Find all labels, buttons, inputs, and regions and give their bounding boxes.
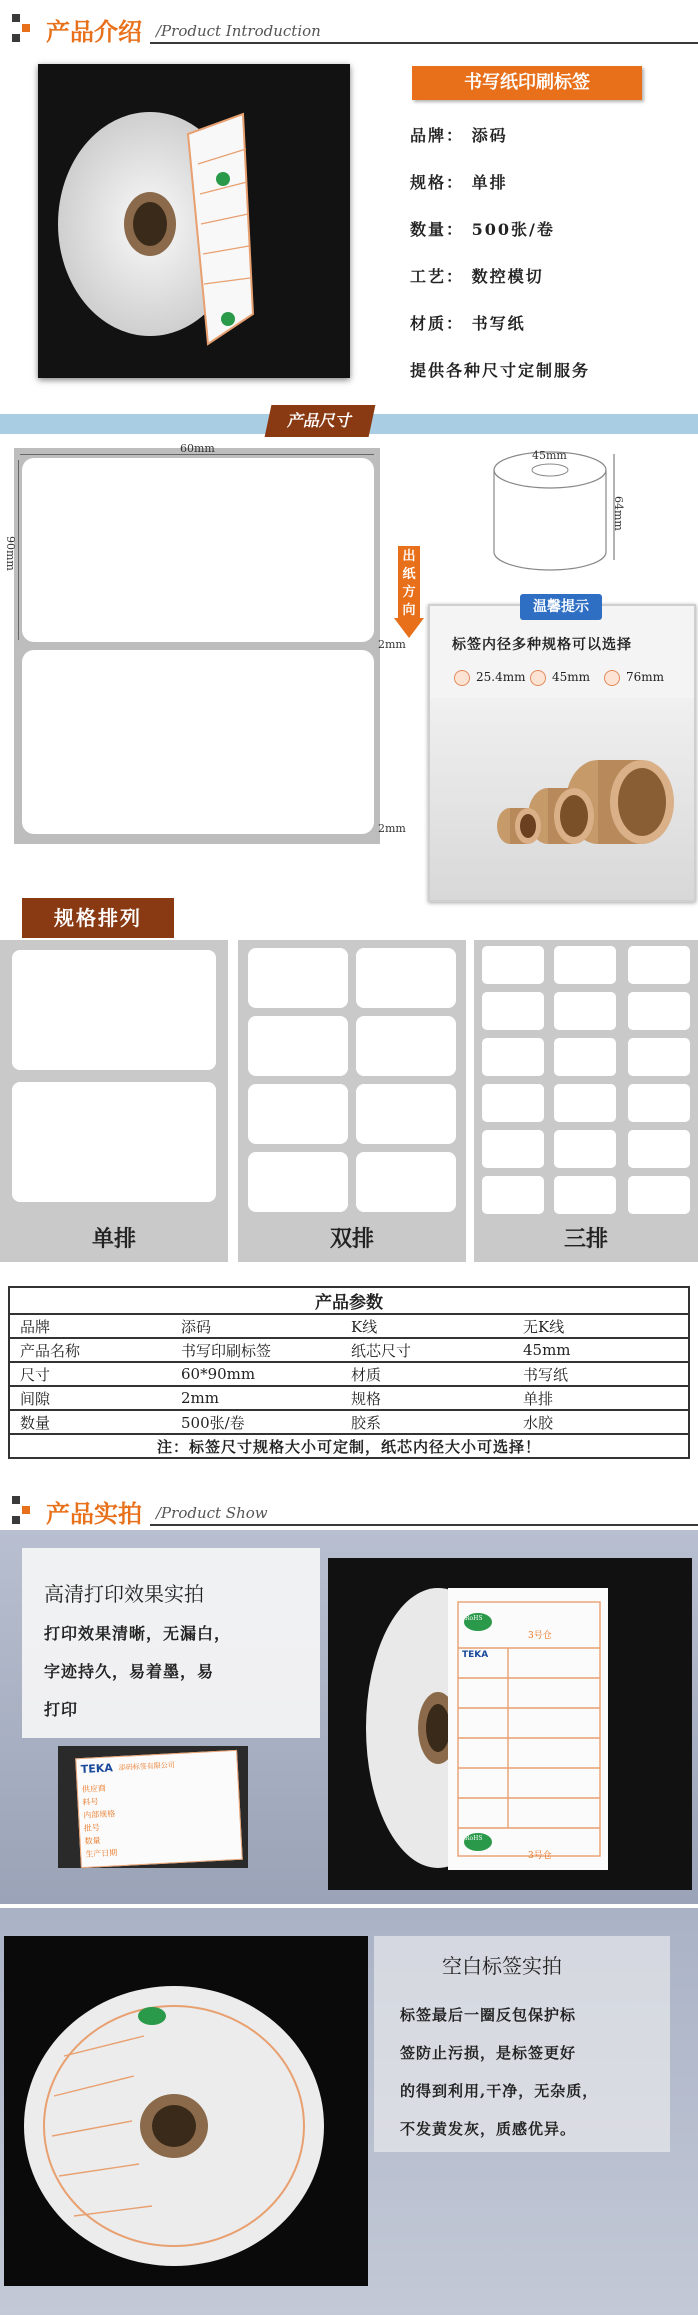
table-cell: 2mm: [171, 1386, 341, 1410]
header-square-icon: [12, 34, 20, 42]
blank-label-text: [400, 1996, 598, 2148]
core-option-icon: [454, 670, 470, 686]
intro-header: [0, 8, 698, 48]
product-name-badge: 书写纸印刷标签: [412, 66, 642, 100]
single-cell: [12, 1082, 216, 1202]
roll-grade: 3号仓: [528, 1631, 552, 1641]
brand-logo: TEKA: [80, 1761, 114, 1777]
label-closeup-photo: [58, 1746, 248, 1868]
roll-cylinder-diagram: [486, 448, 622, 578]
table-cell: 尺寸: [9, 1362, 171, 1386]
table-cell: 添码: [171, 1314, 341, 1338]
triple-cell: [628, 1038, 690, 1076]
params-title: 产品参数: [9, 1287, 689, 1314]
arrow-down-icon: [394, 618, 424, 640]
table-cell: 材质: [341, 1362, 513, 1386]
printed-roll-photo: [328, 1558, 692, 1890]
single-row-panel: [0, 940, 228, 1262]
table-cell: 纸芯尺寸: [341, 1338, 513, 1362]
triple-cell: [554, 1130, 616, 1168]
rohs-icon: RoHS: [465, 1835, 483, 1842]
double-row-label: 双排: [329, 1227, 374, 1252]
print-effect-line: 打印效果清晰，无漏白，: [44, 1624, 232, 1643]
table-row: [9, 1410, 689, 1434]
double-cell: [356, 1016, 456, 1076]
header-square-icon: [12, 1496, 20, 1504]
height-dimension-line: [18, 460, 19, 640]
header-divider: [150, 1524, 698, 1526]
blank-label-line: 的得到利用,干净，无杂质，: [400, 2082, 599, 2100]
triple-cell: [482, 946, 544, 984]
table-cell: 45mm: [513, 1338, 689, 1362]
height-label: 90mm: [4, 536, 17, 571]
core-option-3: 76mm: [626, 670, 665, 684]
blank-label-line: 标签最后一圈反包保护标: [400, 2006, 577, 2024]
roll-brand-logo: TEKA: [462, 1650, 489, 1660]
core-option-1: 25.4mm: [476, 670, 526, 684]
spec-quantity: 数量： 500张/卷: [410, 220, 555, 239]
table-cell: 规格: [341, 1386, 513, 1410]
triple-cell: [554, 946, 616, 984]
triple-row-panel: [474, 940, 698, 1262]
label-field: 供应商: [81, 1783, 107, 1795]
diagram-label-top: [22, 458, 374, 642]
triple-cell: [554, 1038, 616, 1076]
triple-cell: [628, 992, 690, 1030]
triple-cell: [628, 1130, 690, 1168]
print-effect-text: [44, 1615, 231, 1729]
roll-grade: 3号仓: [528, 1851, 552, 1861]
blank-label-line: 签防止污损，是标签更好: [400, 2044, 577, 2062]
show-subtitle: /Product Show: [156, 1504, 268, 1522]
double-cell: [356, 948, 456, 1008]
double-cell: [248, 1152, 348, 1212]
triple-cell: [628, 1084, 690, 1122]
label-closeup-sheet: [75, 1750, 243, 1868]
table-row: [9, 1362, 689, 1386]
triple-cell: [482, 1038, 544, 1076]
label-field: 内部规格: [82, 1809, 116, 1820]
spec-format: 规格： 单排: [410, 173, 508, 192]
triple-cell: [482, 992, 544, 1030]
table-cell: 单排: [513, 1386, 689, 1410]
table-cell: 水胶: [513, 1410, 689, 1434]
table-cell: 胶系: [341, 1410, 513, 1434]
triple-cell: [482, 1084, 544, 1122]
blank-label-title: 空白标签实拍: [442, 1954, 562, 1978]
triple-cell: [628, 1176, 690, 1214]
double-cell: [248, 948, 348, 1008]
show-header: [0, 1490, 698, 1530]
table-cell: 数量: [9, 1410, 171, 1434]
print-effect-line: 字迹持久，易着墨，易: [44, 1662, 215, 1681]
layouts-tag: 规格排列: [22, 898, 174, 938]
header-divider: [150, 42, 698, 44]
params-table: [8, 1286, 690, 1459]
company-name: 添码标签有限公司: [118, 1761, 175, 1773]
table-cell: 60*90mm: [171, 1362, 341, 1386]
double-cell: [248, 1016, 348, 1076]
table-cell: 书写印刷标签: [171, 1338, 341, 1362]
intro-subtitle: /Product Introduction: [156, 22, 321, 40]
printed-roll-image: [328, 1558, 692, 1890]
table-row: [9, 1386, 689, 1410]
width-label: 60mm: [180, 442, 215, 455]
double-row-panel: [238, 940, 466, 1262]
double-cell: [248, 1084, 348, 1144]
gap-label: 2mm: [378, 638, 406, 651]
tip-badge: 温馨提示: [520, 594, 602, 620]
table-cell: 间隙: [9, 1386, 171, 1410]
core-option-icon: [604, 670, 620, 686]
print-effect-title: 高清打印效果实拍: [44, 1582, 204, 1606]
core-option-icon: [530, 670, 546, 686]
blank-roll-photo: [4, 1936, 368, 2286]
table-cell: 产品名称: [9, 1338, 171, 1362]
triple-cell: [482, 1176, 544, 1214]
paper-cores-image: [430, 698, 694, 900]
label-field: 数量: [84, 1836, 101, 1846]
triple-row-label: 三排: [563, 1227, 608, 1252]
roll-height-label: 64mm: [612, 496, 625, 531]
header-square-icon: [22, 24, 30, 32]
table-row: [9, 1338, 689, 1362]
table-cell: 500张/卷: [171, 1410, 341, 1434]
table-cell: 书写纸: [513, 1362, 689, 1386]
spec-brand: 品牌： 添码: [410, 126, 508, 145]
triple-cell: [628, 946, 690, 984]
table-cell: 品牌: [9, 1314, 171, 1338]
header-square-icon: [22, 1506, 30, 1514]
double-cell: [356, 1152, 456, 1212]
table-cell: K线: [341, 1314, 513, 1338]
blank-label-line: 不发黄发灰，质感优异。: [400, 2120, 577, 2138]
single-cell: [12, 950, 216, 1070]
paper-direction-label: 出纸方向: [398, 546, 420, 620]
label-fields: [82, 1781, 118, 1861]
diagram-label-bottom: [22, 650, 374, 834]
product-roll-photo: [38, 64, 350, 378]
label-field: 生产日期: [85, 1848, 118, 1859]
paper-cores-photo: [430, 698, 694, 900]
label-field: 批号: [83, 1823, 101, 1833]
spec-custom: 提供各种尺寸定制服务: [410, 361, 591, 380]
label-roll-image: [38, 64, 350, 378]
blank-roll-image: [4, 1936, 368, 2286]
double-cell: [356, 1084, 456, 1144]
header-square-icon: [12, 1516, 20, 1524]
triple-cell: [482, 1130, 544, 1168]
table-row: [9, 1314, 689, 1338]
triple-cell: [554, 1084, 616, 1122]
core-option-2: 45mm: [552, 670, 591, 684]
rohs-icon: RoHS: [465, 1615, 483, 1622]
triple-cell: [554, 1176, 616, 1214]
triple-cell: [554, 992, 616, 1030]
params-note: 注：标签尺寸规格大小可定制，纸芯内径大小可选择！: [156, 1437, 541, 1456]
table-cell: 无K线: [513, 1314, 689, 1338]
header-square-icon: [12, 14, 20, 22]
spec-material: 材质： 书写纸: [410, 314, 526, 333]
intro-title: 产品介绍: [46, 18, 142, 46]
show-title: 产品实拍: [46, 1500, 142, 1528]
single-row-label: 单排: [91, 1227, 136, 1252]
spec-process: 工艺： 数控模切: [410, 267, 544, 286]
print-effect-line: 打印: [44, 1700, 79, 1719]
edge-gap-label: 2mm: [378, 822, 406, 835]
label-field: 料号: [82, 1797, 99, 1807]
size-tag: 产品尺寸: [265, 405, 376, 437]
core-width-label: 45mm: [532, 449, 567, 462]
tip-text: 标签内径多种规格可以选择: [452, 637, 632, 653]
